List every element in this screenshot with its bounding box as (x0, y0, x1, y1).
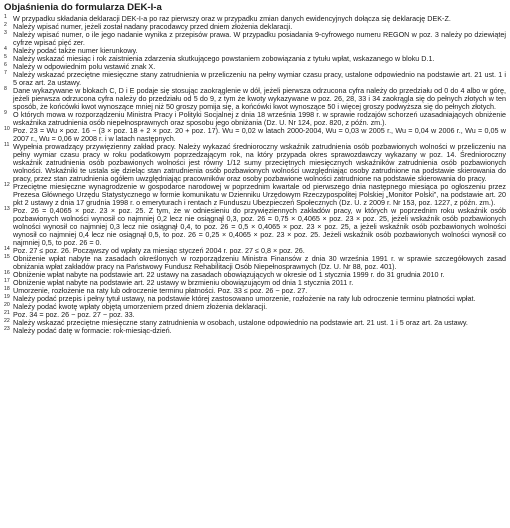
footnote-number: 9 (4, 109, 7, 116)
footnote-text: Należy wpisać numer, jeżeli został nadany pracodawcy przed dniem złożenia deklaracji. (13, 22, 293, 31)
footnote-10 (4, 127, 506, 143)
footnote-text: Należy wskazać przeciętne miesięczne stany zatrudnienia w przeliczeniu na pełny wymiar czasu pracy, ustalone odpowiednio na podstawie art. 21 ust. 1 i 5 oraz art. 2a ustawy. (13, 70, 506, 87)
footnote-text: Dane wykazywane w blokach C, D i E podaje się stosując zaokrąglenie w dół, jeżeli pierwsza odrzucona cyfra należy do przedziału od 0 do 4 albo w górę, jeżeli pierwsza odrzucona cyfra należy do przedziału od 5 do 9, z tym że kwoty wykazywane w poz. 26, 28, 33 i 34 zaokrągla się do pełnych złotych w ten sposób, że końcówki kwot wynoszące mniej niż 50 groszy pomija się, a końcówki kwot wynoszące 50 i więcej groszy podwyższa się do pełnych złotych. (13, 86, 506, 111)
footnote-text: W przypadku składania deklaracji DEK-I-a po raz pierwszy oraz w przypadku zmian danych ewidencyjnych dołącza się deklarację DEK-Z. (13, 14, 451, 23)
footnote-text: Przeciętne miesięczne wynagrodzenie w gospodarce narodowej w poprzednim kwartale od pierwszego dnia następnego miesiąca po ogłoszeniu przez Prezesa Głównego Urzędu Statystycznego w formie komunikatu w Dzienniku Urzędowym Rzeczypospolitej Polskiej „Monitor Polski”, na podstawie art. 20 pkt 2 ustawy z dnia 17 grudnia 1998 r. o emeryturach i rentach z Funduszu Ubezpieczeń Społecznych (Dz. U. z 2009 r. Nr 153, poz. 1227, z późn. zm.). (13, 182, 506, 207)
footnote-number: 18 (4, 285, 10, 292)
footnote-text: Należy podać datę w formacie: rok-miesiąc-dzień. (13, 326, 172, 335)
footnote-number: 10 (4, 125, 10, 132)
footnote-text: O których mowa w rozporządzeniu Ministra Pracy i Polityki Socjalnej z dnia 18 września 1998 r. w sprawie rodzajów schorzeń uzasadniających obniżenie wskaźnika zatrudnienia osób niepełnosprawnych oraz sposobu jego obniżania (Dz. U. Nr 124, poz. 820, z późn. zm.). (13, 110, 506, 127)
notes-list (4, 15, 506, 335)
footnote-text: Poz. 26 = 0,4065 × poz. 23 × poz. 25. Z tym, że w odniesieniu do przywięziennych zakładów pracy, w których w poprzednim roku wskaźnik osób pozbawionych wolności wynosił co najmniej 0,2 lecz nie osiągnął 0,3, poz. 26 = 0,75 × 0,4065 × poz. 23 × poz. 25, jeżeli wskaźnik osób pozbawionych wolności wynosił co najmniej 0,3 lecz nie osiągnął 0,4, to poz. 26 = 0,5 × 0,4065 × poz. 23 × poz. 25, a jeżeli wskaźnik osób pozbawionych wolności wynosił co najmniej 0,4 lecz nie osiągnął 0,5, to poz. 26 = 0,25 × 0,4065 × poz. 23 × poz. 25. Jeżeli wskaźnik osób pozbawionych wolności wynosił co najmniej 0,5, to poz. 26 = 0. (13, 206, 506, 247)
page-title: Objaśnienia do formularza DEK-I-a (4, 2, 162, 13)
footnote-text: Poz. 27 ≤ poz. 26. Począwszy od wpłaty za miesiąc styczeń 2004 r. poz. 27 ≤ 0,8 × poz. 26. (13, 246, 305, 255)
footnote-text: Poz. 23 = Wu × poz. 16 − (3 × poz. 18 + 2 × poz. 20 + poz. 17). Wu = 0,02 w latach 2000-2004, Wu = 0,03 w 2005 r., Wu = 0,04 w 2006 r., Wu = 0,05 w 2007 r., Wu = 0,06 w 2008 r. i w latach następnych. (13, 126, 506, 143)
footnote-text: Wypełnia prowadzący przywięzienny zakład pracy. Należy wykazać średnioroczny wskaźnik zatrudnienia osób pozbawionych wolności w przeliczeniu na pełny wymiar czasu pracy w roku podatkowym poprzedzającym rok, na który przypada okres sprawozdawczy wykazany w poz. 14. Średnioroczny wskaźnik zatrudnienia osób pozbawionych wolności jest równy 1/12 sumy przeciętnych miesięcznych wskaźników zatrudnienia osób pozbawionych wolności. Wskaźniki te ustala się dzieląc stan zatrudnienia osób pozbawionych wolności uwzględniając osoby zatrudnione na podstawie skierowania do pracy, przez stan zatrudnienia ogółem uwzględniając pracowników oraz osoby pozbawione wolności zatrudnione na podstawie skierowania do pracy. (13, 142, 506, 183)
footnote-number: 7 (4, 69, 7, 76)
footnote-text: Należy w odpowiednim polu wstawić znak X. (13, 62, 156, 71)
footnote-text: Należy wskazać przeciętne miesięczne stany zatrudnienia w osobach, ustalone odpowiednio na podstawie art. 21 ust. 1 i 5 oraz art. 2a ustawy. (13, 318, 468, 327)
footnote-number: 17 (4, 277, 10, 284)
footnote-number: 8 (4, 85, 7, 92)
footnote-number: 20 (4, 301, 10, 308)
footnote-15 (4, 255, 506, 271)
footnote-number: 16 (4, 269, 10, 276)
footnote-12 (4, 183, 506, 207)
footnote-number: 13 (4, 205, 10, 212)
footnote-text: Należy wskazać miesiąc i rok zaistnienia zdarzenia skutkującego powstaniem zobowiązania z tytułu wpłat, wskazanego w bloku D.1. (13, 54, 435, 63)
footnote-number: 5 (4, 53, 7, 60)
footnote-7 (4, 71, 506, 87)
footnote-number: 12 (4, 181, 10, 188)
footnote-text: Należy podać przepis i pełny tytuł ustawy, na podstawie której zastosowano umorzenie, rozłożenie na raty lub odroczenie terminu płatności wpłat. (13, 294, 476, 303)
footnote-8 (4, 87, 506, 111)
footnote-11 (4, 143, 506, 183)
footnote-number: 14 (4, 245, 10, 252)
footnote-3 (4, 31, 506, 47)
footnote-13 (4, 207, 506, 247)
footnote-23 (4, 327, 506, 335)
footnote-number: 22 (4, 317, 10, 324)
footnote-text: Obniżenie wpłat nabyte na podstawie art. 22 ustawy na zasadach obowiązujących w okresie od 1 stycznia 1999 r. do 31 grudnia 2010 r. (13, 270, 445, 279)
footnote-number: 11 (4, 141, 10, 148)
footnote-text: Należy podać także numer kierunkowy. (13, 46, 138, 55)
footnote-number: 6 (4, 61, 7, 68)
footnote-number: 19 (4, 293, 10, 300)
footnote-number: 23 (4, 325, 10, 332)
footnote-text: Poz. 34 = poz. 26 − poz. 27 − poz. 33. (13, 310, 135, 319)
footnote-text: Obniżenie wpłat nabyte na podstawie art. 22 ustawy w brzmieniu obowiązującym od dnia 1 stycznia 2011 r. (13, 278, 354, 287)
footnote-text: Umorzenie, rozłożenie na raty lub odroczenie terminu płatności. Poz. 33 ≤ poz. 26 − poz. 27. (13, 286, 308, 295)
footnote-9 (4, 111, 506, 127)
footnote-number: 21 (4, 309, 10, 316)
footnote-number: 1 (4, 13, 7, 20)
footnote-text: Obniżenie wpłat nabyte na zasadach określonych w rozporządzeniu Ministra Finansów z dnia 30 września 1991 r. w sprawie szczegółowych zasad obniżania wpłat zakładów pracy na Państwowy Fundusz Rehabilitacji Osób Niepełnosprawnych (Dz. U. Nr 88, poz. 401). (13, 254, 506, 271)
footnote-number: 3 (4, 29, 7, 36)
footnote-text: Należy wpisać numer, o ile jego nadanie wynika z przepisów prawa. W przypadku posiadania 9-cyfrowego numeru REGON w poz. 3 należy po dziewiątej cyfrze wpisać pięć zer. (13, 30, 506, 47)
footnote-number: 2 (4, 21, 7, 28)
footnote-number: 15 (4, 253, 10, 260)
footnote-text: Należy podać kwotę wpłaty objętą umorzeniem przed dniem złożenia deklaracji. (13, 302, 268, 311)
footnote-number: 4 (4, 45, 7, 52)
